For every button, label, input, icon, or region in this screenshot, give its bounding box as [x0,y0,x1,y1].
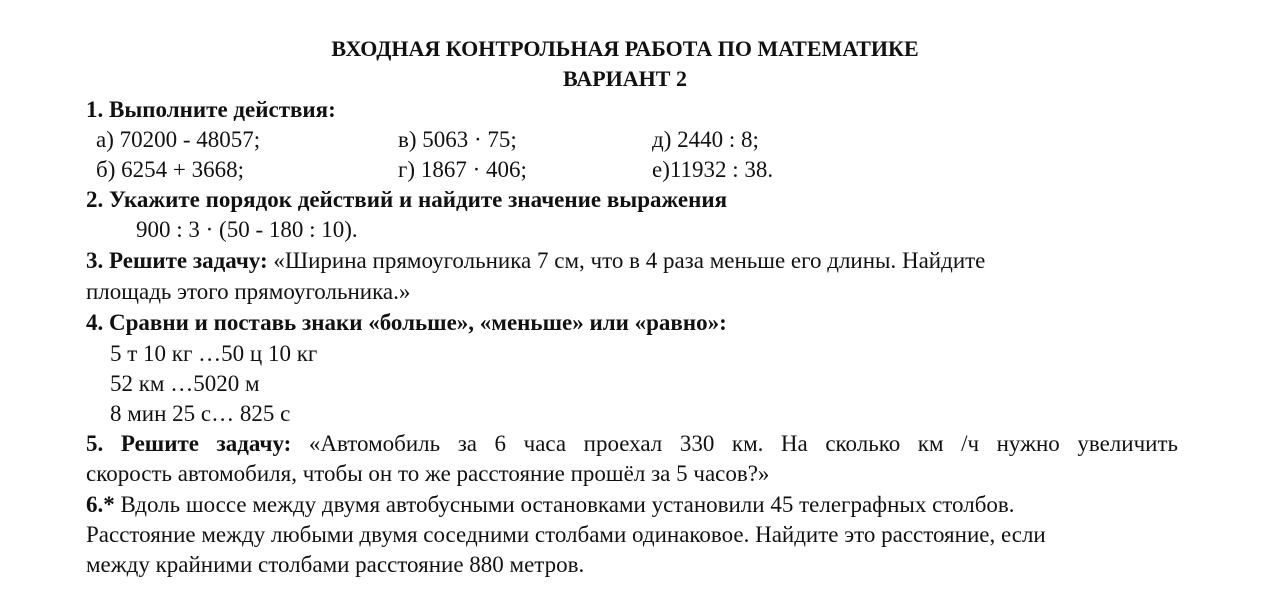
task5-line1 [86,430,1178,458]
task4-item-1: 5 т 10 кг …50 ц 10 кг [110,341,318,366]
task1-item-d: д) 2440 : 8; [652,127,759,152]
task3-text-line2: площадь этого прямоугольника.» [86,279,411,304]
task1-item-g: г) 1867 · 406; [398,157,527,182]
task5-text-line1: «Автомобиль за 6 часа проехал 330 км. На сколько км /ч нужно увеличить [308,431,1179,456]
task2-heading: 2. Укажите порядок действий и найдите значение выражения [86,187,728,212]
task1-item-e: е)11932 : 38. [652,157,774,182]
task3-label: 3. Решите задачу: [86,248,268,273]
task6-text-line3: между крайними столбами расстояние 880 метров. [86,552,585,577]
task5-text-line2: скорость автомобиля, чтобы он то же расстояние прошёл за 5 часов?» [86,461,770,486]
task2-expression: 900 : 3 · (50 - 180 : 10). [136,217,358,242]
task4-item-2: 52 км …5020 м [110,371,260,396]
task4-item-3: 8 мин 25 с… 825 с [110,401,291,426]
task5-label: 5. Решите задачу: [86,431,292,456]
task6-label: 6.* [86,492,115,517]
task1-item-b: б) 6254 + 3668; [96,157,244,182]
task1-heading: 1. Выполните действия: [86,97,336,122]
task3-text-line1: «Ширина прямоугольника 7 см, что в 4 раза меньше его длины. Найдите [267,248,986,273]
task6-text-line2: Расстояние между любыми двумя соседними столбами одинаковое. Найдите это расстояние, если [86,522,1046,547]
task6-line1 [86,491,1015,519]
worksheet-title: ВХОДНАЯ КОНТРОЛЬНАЯ РАБОТА ПО МАТЕМАТИКЕ [331,36,919,61]
task1-item-v: в) 5063 · 75; [398,127,517,152]
variant-title: ВАРИАНТ 2 [563,66,687,91]
task1-item-a: а) 70200 - 48057; [96,127,261,152]
task3-line1 [86,247,985,275]
task4-heading: 4. Сравни и поставь знаки «больше», «меньше» или «равно»: [86,310,727,335]
task6-text-line1: Вдоль шоссе между двумя автобусными остановками установили 45 телеграфных столбов. [114,492,1015,517]
